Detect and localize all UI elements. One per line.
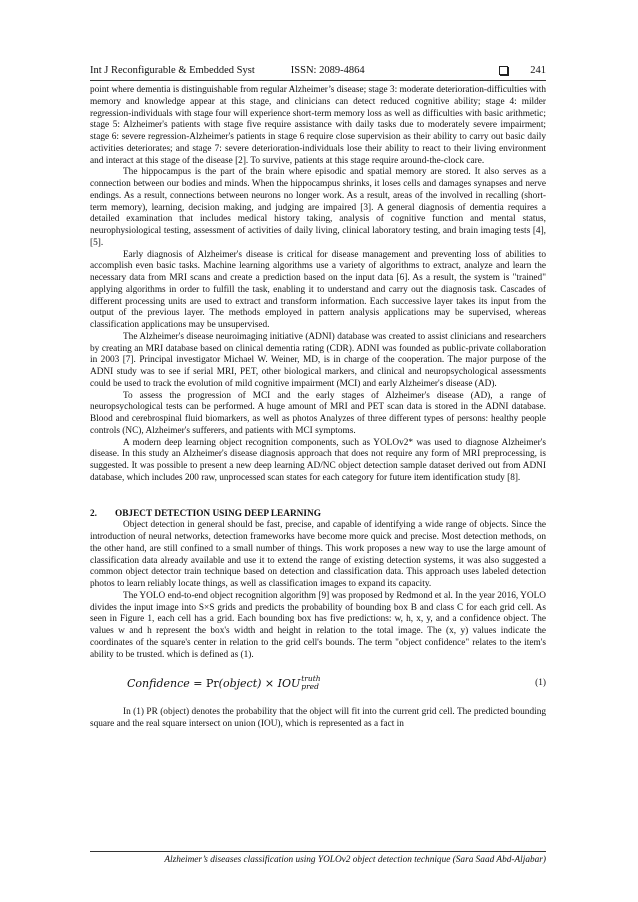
paragraph: Object detection in general should be fast, precise, and capable of identifying a wide range of objects. Since the introduction of neural networks, detection frameworks have become more quick and precise. Most detection methods, on the other hand, are still confined to a small number of things. This work proposes a new way to use the large amount of classification data already available and use it to extend the range of existing detection systems, it was also suggested a common object detector train technique based on detection and classification data. This approach uses labeled detection photos to learn reliably locate things, as well as classification images to expand its capacity. (90, 520, 546, 589)
paragraph: A modern deep learning object recognition components, such as YOLOv2* was used to diagnose Alzheimer's disease. In this study an Alzheimer's disease diagnosis approach that does not require any form of MRI preprocessing, is suggested. It was possible to present a new deep learning AD/NC object detection sample dataset derived out from ADNI database, which includes 200 raw, unprocessed scan states for each category for future item identification study [8]. (90, 437, 546, 483)
running-footer: Alzheimer’s diseases classification using YOLOv2 object detection technique (Sara Saad Abd-Aljabar) (164, 855, 546, 865)
section-title: OBJECT DETECTION USING DEEP LEARNING (115, 508, 321, 519)
equation-formula: Confidence = Pr(object) × IOU truth pred (127, 674, 321, 692)
equation-1 (90, 673, 546, 695)
footer-rule (90, 851, 546, 852)
paragraph: To assess the progression of MCI and the early stages of Alzheimer's disease (AD), a range of neuropsychological tests can be performed. A huge amount of MRI and PET scan data is stored in the ADNI database. Blood and cerebrospinal fluid biomarkers, as well as photos Analyzes of three different types of persons: healthy people controls (NC), Alzheimer's sufferers, and patients with MCI symptoms. (90, 390, 546, 436)
paragraph: The Alzheimer's disease neuroimaging initiative (ADNI) database was created to assist clinicians and researchers by creating an MRI database based on clinical dementia rating (CDR). ADNI was founded as public-private collaboration in 2003 [7]. Principal investigator Michael W. Weiner, MD, is in charge of the cooperation. The major purpose of the ADNI study was to see if serial MRI, PET, other biological markers, and clinical and neuropsychological assessments could be used to track the evolution of mild cognitive impairment (MCI) and early Alzheimer's disease (AD). (90, 331, 546, 389)
paragraph: The hippocampus is the part of the brain where episodic and spatial memory are stored. It also serves as a connection between our bodies and minds. When the hippocampus shrinks, it loses cells and damages synapses and nerve endings. As a result, connections between neurons no longer work. As a result, areas of the involved in recalling (short-term memory), learning, decision making, and judging are impaired [3]. A general diagnosis of dementia requires a detailed examination that includes medical history taking, analysis of cognitive function and mental status, neurophysiological testing, assessment of activities of daily living, clinical laboratory testing, and brain imaging tests [4], [5]. (90, 167, 546, 248)
paragraph: Early diagnosis of Alzheimer's disease is critical for disease management and preventing loss of abilities to accomplish even basic tasks. Machine learning algorithms use a variety of algorithms to extract, analyze and learn the necessary data from MRI scans and create a prediction based on the input data [6]. As a result, the system is "trained" applying algorithms in order to fulfill the task, enabling it to understand and carry out the diagnosis task. Cascades of different processing units are used to extract and transform information. Each successive layer takes its input from the output of the previous layer. The methods employed in pattern analysis applications may be supervised, whereas classification applications may be unsupervised. (90, 249, 546, 330)
issn: ISSN: 2089-4864 (290, 64, 365, 76)
page-number: 241 (530, 64, 546, 76)
paragraph: point where dementia is distinguishable from regular Alzheimer’s disease; stage 3: moderate deterioration-difficulties with memory and knowledge appear at this stage, and clinicians can detect reduced cognitive ability; stage 4: milder regression-individuals with stage four will experience short-term memory loss as well as difficulties with basic arithmetic; stage 5: Alzheimer's patients with stage five require assistance with daily tasks due to moderately severe impairment; stage 6: severe regression-Alzheimer's patients in stage 6 require close supervision as their ability to carry out basic daily activities deteriorates; and stage 7: severe deterioration-individuals lose their ability to react to their living environment and interact at this stage of the disease [2]. To survive, patients at this stage require around-the-clock care. (90, 85, 546, 166)
paragraph: In (1) PR (object) denotes the probability that the object will fit into the current grid cell. The predicted bounding square and the real square intersect on union (IOU), which is represented as a fact in (90, 707, 546, 729)
body-text (90, 85, 546, 731)
journal-name: Int J Reconfigurable & Embedded Syst (90, 64, 255, 76)
checkbox-glyph-icon (499, 66, 508, 75)
section-number: 2. (90, 508, 97, 519)
section-heading (90, 509, 546, 521)
equation-number: (1) (535, 678, 546, 689)
header-rule (90, 80, 546, 81)
paragraph: The YOLO end-to-end object recognition algorithm [9] was proposed by Redmond et al. In the year 2016, YOLO divides the input image into S×S grids and predicts the probability of bounding box B and class C for each grid cell. As seen in Figure 1, each cell has a grid. Each bounding box has five predictions: w, h, x, y, and a confidence object. The values w and h represent the box's width and height in relation to the total image. The (x, y) values indicate the coordinates of the square's center in relation to the grid cell's bounds. The term "object confidence" relates to the item's ability to be trusted. which is defined as (1). (90, 590, 546, 660)
running-header (90, 62, 546, 78)
